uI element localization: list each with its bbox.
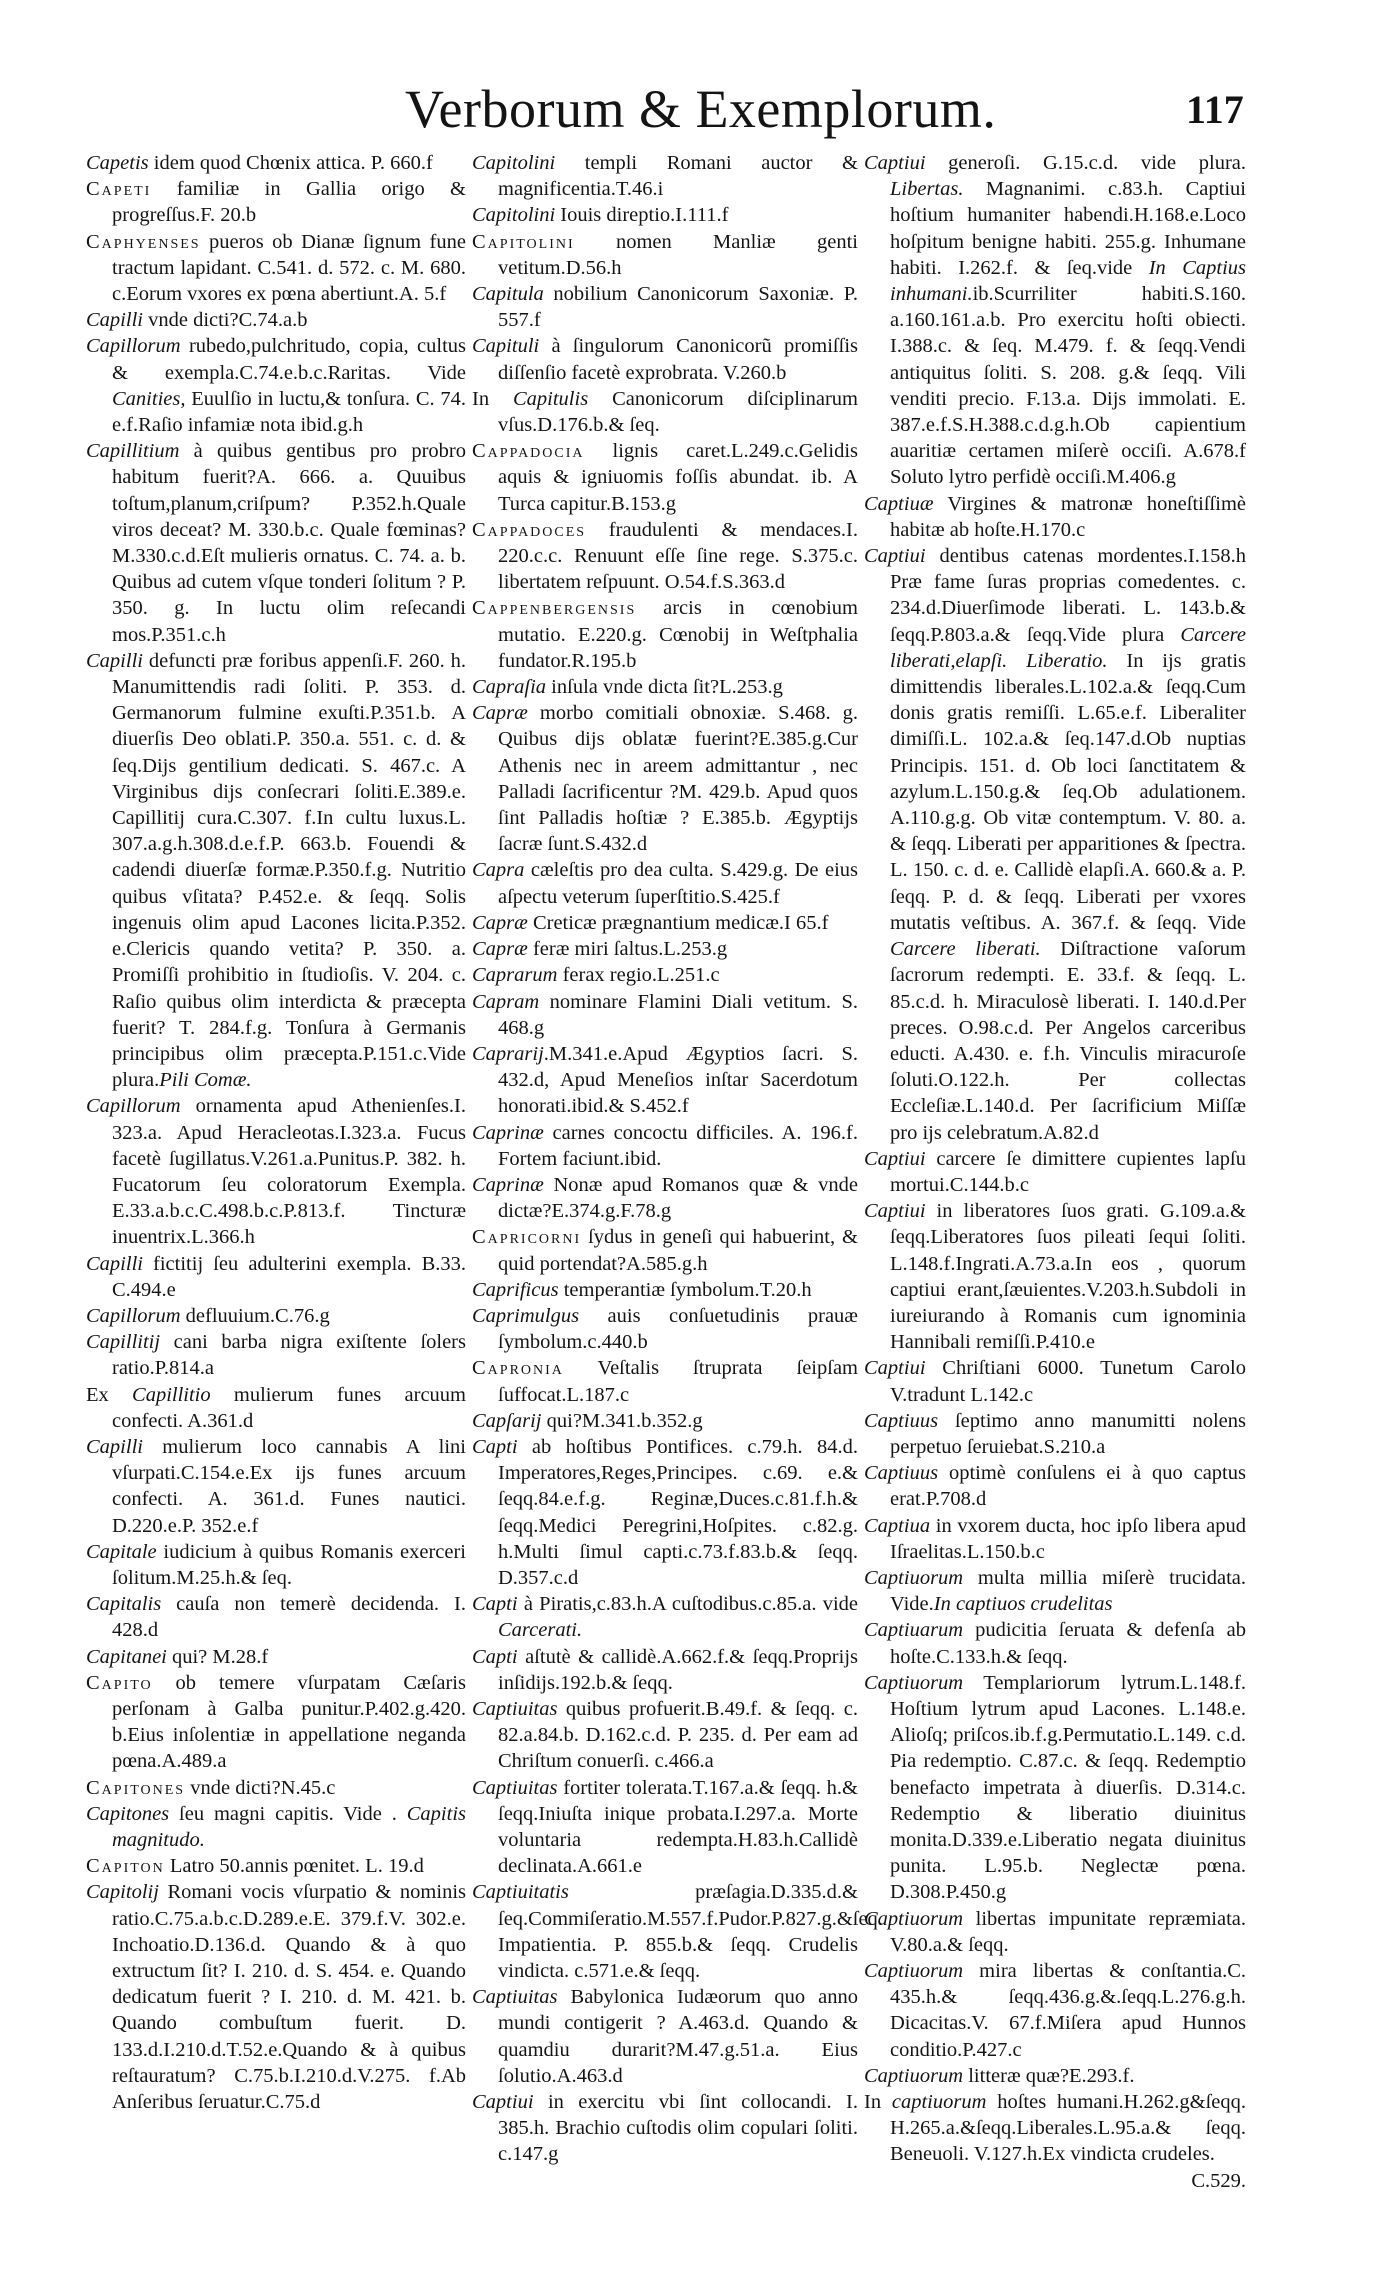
entry-text: multa millia miſerè trucidata. Vide. <box>890 1566 1246 1616</box>
entry-headword: Captiuorum <box>864 1960 964 1983</box>
entry-text: cani barba nigra exiſtente ſolers ratio.P.814.a <box>112 1331 466 1380</box>
entry-text: Romani vocis vſurpatio & nominis ratio.C.75.a.b.c.D.289.e.E. 379.f.V. 302.e. Inchoatio.D.136.d. Quando & à quo extructum ſit? I. 210. d. S. 454. e. Quando dedicatum fuerit ? I. 210. d. M. 421. b. Quando combuſtum fuerit. D. 133.d.I.210.d.T.52.e.Quando & à quibus reſtauratum? C.75.b.I.210.d.V.275. f.Ab Anſeribus ſeruatur.C.75.d <box>112 1881 466 2114</box>
index-entry <box>864 1617 1246 1669</box>
entry-headword: Capronia <box>472 1357 564 1380</box>
entry-headword: Cappadocia <box>472 440 585 463</box>
index-entry <box>864 543 1246 1146</box>
entry-text: Veſtalis ſtruprata ſeipſam ſuffocat.L.187.c <box>498 1357 858 1406</box>
entry-text: litteræ quæ?E.293.f. <box>963 2064 1135 2087</box>
index-entry <box>864 1670 1246 1906</box>
index-entry <box>86 648 466 1093</box>
index-entry <box>864 2063 1246 2089</box>
index-entry <box>472 229 858 281</box>
entry-text: fraudulenti & mendaces.I. 220.c.c. Renuunt eſſe ſine rege. S.375.c. libertatem reſpuunt. O.54.f.S.363.d <box>498 518 858 594</box>
index-entry <box>472 1591 858 1643</box>
entry-text: defluuium.C.76.g <box>180 1304 330 1327</box>
entry-text: hoſtes humani.H.262.g&ſeqq. H.265.a.&ſeqq.Liberales.L.95.a.& ſeqq. Beneuoli. V.127.h.Ex vindicta crudeles. <box>890 2091 1246 2166</box>
index-entry <box>472 202 858 228</box>
entry-text: vnde dicti?C.74.a.b <box>142 309 308 332</box>
entry-text: pudicitia ſeruata & defenſa ab hoſte.C.133.h.& ſeqq. <box>890 1619 1246 1668</box>
entry-text: Templariorum lytrum.L.148.f. Hoſtium lytrum apud Lacones. L.148.e. Alioſq; priſcos.ib.f.g.Permutatio.L.149. c.d. Pia redemptio. C.87.c. & ſeqq. Redemptio benefacto impetrata à diuerſis. D.314.c. Redemptio & liberatio diuinitus monita.D.339.e.Liberatio negata diuinitus punita. L.95.b. Neglectæ pœna. D.308.P.450.g <box>890 1671 1246 1904</box>
entry-text: In <box>472 387 513 410</box>
entry-text: à ſingulorum Canonicorũ promiſſis diſſenſio facetè exprobrata. V.260.b <box>498 335 858 384</box>
entry-text: arcis in cœnobium mutatio. E.220.g. Cœnobij in Weſtphalia fundator.R.195.b <box>498 597 858 672</box>
entry-headword: Captiuitas <box>472 1776 558 1799</box>
entry-text: fictitij ſeu adulterini exempla. B.33. C.494.e <box>112 1252 466 1301</box>
index-entry <box>86 1303 466 1329</box>
index-entry <box>86 1801 466 1853</box>
entry-text: in vxorem ducta, hoc ipſo libera apud Iſraelitas.L.150.b.c <box>890 1514 1246 1563</box>
entry-text: lignis caret.L.249.c.Gelidis aquis & igniuomis foſſis abundat. ib. A Turca capitur.B.153.g <box>498 440 858 515</box>
index-entry <box>472 1696 858 1775</box>
entry-headword: Capillorum <box>86 1304 181 1327</box>
index-entry <box>86 307 466 333</box>
entry-headword: Capitanei <box>86 1645 167 1668</box>
entry-headword: Captiuus <box>864 1462 939 1485</box>
entry-text: à quibus gentibus pro probro habitum fuerit?A. 666. a. Quuibus toſtum,planum,criſpum? P.352.h.Quale viros deceat? M. 330.b.c. Quale fœminas? M.330.c.d.Eſt mulieris ornatus. C. 74. a. b. Quibus ad cutem vſque tonderi ſolitum ? P. 350. g. In luctu olim reſecandi mos.P.351.c.h <box>112 440 466 646</box>
index-entry <box>472 1303 858 1355</box>
index-entry <box>472 936 858 962</box>
entry-headword: Capti <box>472 1435 518 1458</box>
index-entry <box>472 281 858 333</box>
entry-headword: Capitolini <box>472 204 556 227</box>
entry-headword: Capti <box>472 1645 518 1668</box>
entry-headword: Capræ <box>472 702 528 725</box>
index-column-middle <box>472 150 883 2168</box>
entry-headword: Captiua <box>864 1514 931 1537</box>
entry-headword: Captiuorum <box>864 1671 964 1694</box>
entry-text: in exercitu vbi ſint collocandi. I. 385.h. Brachio cuſtodis olim copulari ſoliti. c.147.g <box>498 2091 858 2166</box>
entry-text: qui? M.28.f <box>166 1645 269 1668</box>
entry-headword: Capraſia <box>472 676 547 699</box>
entry-text: dentibus catenas mordentes.I.158.h Præ fame ſuras proprias comedentes. c. 234.d.Diuerſimode liberati. L. 143.b.& ſeqq.P.803.a.& ſeqq.Vide plura <box>890 545 1246 646</box>
index-entry <box>472 517 858 596</box>
entry-headword: Capiton <box>86 1855 165 1878</box>
page-title: Verborum & Exemplorum. <box>405 79 997 139</box>
entry-text: à Piratis,c.83.h.A cuſtodibus.c.85.a. vide <box>517 1593 858 1616</box>
entry-headword: Capricorni <box>472 1226 582 1249</box>
index-entry <box>472 1041 858 1120</box>
index-entry <box>86 229 466 308</box>
entry-text: carnes concoctu difficiles. A. 196.f. Fortem faciunt.ibid. <box>498 1121 858 1170</box>
entry-text: Diſtractione vaſorum ſacrorum redempti. E. 33.f. & ſeqq. L. 85.c.d. h. Miraculosè liberati. I. 140.d.Per preces. O.98.c.d. Per Angelos carceribus educti. A.430. e. f.h. Vinculis miracuroſe ſoluti.O.122.h. Per collectas Eccleſiæ.L.140.d. Per ſacrificium Miſſæ pro ijs celebratum.A.82.d <box>890 938 1246 1144</box>
index-entry <box>864 1958 1246 2063</box>
entry-text: Euulſio in luctu,& tonſura. C. 74. e.f.Raſio infamiæ nota ibid.g.h <box>112 387 466 437</box>
entry-text: Latro 50.annis pœnitet. L. 19.d <box>164 1855 424 1878</box>
entry-headword: Carcere liberati. <box>890 938 1041 961</box>
entry-headword: Capillitium <box>86 440 180 463</box>
entry-headword: Captiui <box>472 2091 534 2114</box>
index-entry <box>86 1879 466 2115</box>
entry-headword: Capræ <box>472 938 528 961</box>
index-entry <box>472 962 858 988</box>
index-entry <box>864 1408 1246 1460</box>
entry-headword: Captiuitas <box>472 1986 558 2009</box>
entry-headword: Libertas. <box>890 178 964 201</box>
entry-headword: Pili Comæ. <box>159 1069 252 1092</box>
entry-text: Magnanimi. c.83.h. Captiui hoſtium humaniter habendi.H.168.e.Loco hoſpitum benigne habiti. 255.g. Inhumane habiti. I.262.f. & ſeq.vide <box>890 178 1246 279</box>
entry-headword: Capſarij <box>472 1409 542 1432</box>
index-entry <box>86 1670 466 1775</box>
entry-headword: Capeti <box>86 178 152 201</box>
entry-headword: Capitones <box>86 1776 186 1799</box>
entry-text: morbo comitiali obnoxiæ. S.468. g. Quibus dijs oblatæ fuerint?E.385.g.Cur Athenis nec in areem admittantur , nec Palladi ſacrificentur ?M. 429.b. Apud quos ſint Palladis hoſtiæ ? E.385.b. Ægyptijs ſacræ ſunt.S.432.d <box>498 702 858 856</box>
entry-headword: Capitulis <box>512 387 589 410</box>
entry-text: generoſi. G.15.c.d. vide plura. <box>925 152 1246 174</box>
index-entry <box>864 1460 1246 1512</box>
index-entry <box>472 333 858 385</box>
entry-headword: Captiuus <box>864 1409 939 1432</box>
entry-text: templi Romani auctor & magnificentia.T.46.i <box>498 152 858 201</box>
entry-headword: Capito <box>86 1671 153 1694</box>
entry-text: nominare Flamini Diali vetitum. S. 468.g <box>498 990 858 1039</box>
entry-headword: In Captius inhumani. <box>890 256 1246 306</box>
index-entry <box>472 1775 858 1880</box>
entry-headword: Capillitij <box>86 1331 161 1354</box>
index-entry <box>86 1329 466 1381</box>
index-entry <box>472 438 858 517</box>
entry-text: cæleſtis pro dea culta. S.429.g. De eius aſpectu veterum ſuperſtitio.S.425.f <box>498 859 858 908</box>
entry-headword: Capram <box>472 990 540 1013</box>
entry-text: pueros ob Dianæ ſignum fune tractum lapidant. C.541. d. 572. c. M. 680. c.Eorum vxores ex pœna abertiunt.A. 5.f <box>112 230 466 306</box>
entry-text: Ex <box>86 1383 133 1406</box>
index-entry <box>86 150 466 176</box>
entry-text: idem quod Chœnix attica. P. 660.f <box>148 152 433 174</box>
entry-headword: Capilli <box>86 649 143 672</box>
entry-headword: Carcerati. <box>498 1619 583 1642</box>
entry-text: Virgines & matronæ honeſtiſſimè habitæ ab hoſte.H.170.c <box>890 492 1246 541</box>
index-entry <box>86 1591 466 1643</box>
entry-text: mulierum loco cannabis A lini vſurpati.C.154.e.Ex ijs funes arcuum confecti. A. 361.d. Funes nautici. D.220.e.P. 352.e.f <box>112 1435 466 1537</box>
entry-text: vnde dicti?N.45.c <box>185 1776 336 1799</box>
entry-headword: Capitis magnitudo. <box>112 1802 466 1851</box>
entry-text: carcere ſe dimittere cupientes lapſu mortui.C.144.b.c <box>890 1147 1246 1196</box>
entry-headword: Captiui <box>864 1357 926 1380</box>
index-entry <box>472 1277 858 1303</box>
entry-text: ob temere vſurpatam Cæſaris perſonam à Galba punitur.P.402.g.420. b.Eius inſolentiæ in appellatione neganda pœna.A.489.a <box>112 1671 466 1773</box>
entry-text: Canonicorum diſciplinarum vſus.D.176.b.& ſeq. <box>498 387 859 437</box>
index-entry <box>864 150 1246 491</box>
index-entry <box>472 989 858 1041</box>
index-entry <box>86 1539 466 1591</box>
entry-headword: Capilli <box>86 1252 143 1275</box>
entry-text: aſtutè & callidè.A.662.f.& ſeqq.Proprijs inſidijs.192.b.& ſeqq. <box>498 1645 858 1694</box>
entry-text: nomen Manliæ genti vetitum.D.56.h <box>498 230 858 279</box>
entry-headword: Captiui <box>864 545 926 568</box>
entry-headword: Cappenbergensis <box>472 597 637 620</box>
index-entry <box>86 438 466 648</box>
index-column-right <box>864 150 1246 2194</box>
entry-headword: Capitale <box>86 1540 157 1563</box>
index-column-left <box>86 150 466 2115</box>
entry-text: ſeptimo anno manumitti nolens perpetuo ſeruiebat.S.210.a <box>890 1409 1246 1458</box>
entry-text: mira libertas & conſtantia.C. 435.h.& ſeqq.436.g.&.ſeqq.L.276.g.h. Dicacitas.V. 67.f.Miſera apud Hunnos conditio.P.427.c <box>890 1960 1246 2061</box>
entry-text: rubedo,pulchritudo, copia, cultus & exempla.C.74.e.b.c.Raritas. Vide <box>112 335 466 384</box>
entry-headword: Capitalis <box>86 1593 162 1616</box>
entry-text: auis conſuetudinis prauæ ſymbolum.c.440.b <box>498 1304 858 1354</box>
entry-text: Iouis direptio.I.111.f <box>555 204 729 227</box>
entry-text: familiæ in Gallia origo & progreſſus.F. 20.b <box>112 178 466 227</box>
index-entry <box>472 1224 858 1276</box>
entry-text: libertas impunitate repræmiata. V.80.a.& ſeqq. <box>890 1907 1246 1956</box>
entry-headword: Caprinæ <box>472 1121 544 1144</box>
entry-headword: Captiui <box>864 1200 926 1223</box>
index-entry <box>472 1355 858 1407</box>
entry-headword: Caprificus <box>472 1278 559 1301</box>
entry-text: ab hoſtibus Pontifices. c.79.h. 84.d. Imperatores,Reges,Principes. c.69. e.& ſeqq.84.e.f.g. Reginæ,Duces.c.81.f.h.& ſeqq.Medici Peregrini,Hoſpites. c.82.g. h.Multi ſimul capti.c.73.f.83.b.& ſeqq. D.357.c.d <box>498 1435 858 1589</box>
entry-headword: In captiuos crudelitas <box>933 1593 1113 1616</box>
catchword: C.529. <box>1191 2169 1246 2192</box>
index-entry <box>86 1251 466 1303</box>
entry-headword: Captiuitas <box>472 1697 558 1720</box>
index-entry <box>86 1775 466 1801</box>
entry-text: inſula vnde dicta ſit?L.253.g <box>546 676 783 699</box>
entry-text: In <box>864 2091 892 2114</box>
index-entry <box>86 333 466 438</box>
index-entry <box>864 2089 1246 2194</box>
index-entry <box>864 1565 1246 1617</box>
index-entry <box>864 1513 1246 1565</box>
index-entry <box>472 1434 858 1591</box>
entry-headword: Captiuæ <box>864 492 934 515</box>
entry-text: Creticæ prægnantium medicæ.I 65.f <box>527 911 829 934</box>
entry-headword: Capilli <box>86 1435 143 1458</box>
entry-headword: Capilli <box>86 309 143 332</box>
index-entry <box>86 1644 466 1670</box>
entry-headword: Capitolini <box>472 230 575 253</box>
entry-text: ſydus in geneſi qui habuerint, & quid portendat?A.585.g.h <box>498 1226 858 1275</box>
entry-headword: Caphyenses <box>86 230 201 253</box>
index-entry <box>864 1355 1246 1407</box>
entry-headword: Caprarum <box>472 964 558 987</box>
index-entry <box>864 491 1246 543</box>
index-entry <box>472 1879 883 1984</box>
index-entry <box>472 700 858 857</box>
index-entry <box>86 1434 466 1539</box>
index-entry <box>472 674 858 700</box>
index-entry <box>864 1906 1246 1958</box>
index-entry <box>86 1382 466 1434</box>
entry-text: fortiter tolerata.T.167.a.& ſeqq. h.& ſeqq.Iniuſta inique probata.I.297.a. Morte voluntaria redempta.H.83.h.Callidè declinata.A.661.e <box>498 1776 858 1878</box>
entry-headword: Capti <box>472 1593 518 1616</box>
entry-headword: Capitula <box>472 283 544 306</box>
entry-text: ſeu magni capitis. Vide . <box>169 1802 407 1825</box>
entry-headword: Captiuorum <box>864 1907 964 1930</box>
entry-headword: Caprimulgus <box>472 1304 580 1327</box>
entry-headword: Capillorum <box>86 335 181 358</box>
entry-headword: Capituli <box>472 335 540 358</box>
index-entry <box>472 1120 858 1172</box>
index-entry <box>472 1172 858 1224</box>
index-entry <box>472 386 858 438</box>
entry-headword: Captiui <box>864 1147 926 1170</box>
entry-text: Nonæ apud Romanos quæ & vnde dictæ?E.374.g.F.78.g <box>498 1173 858 1223</box>
index-entry <box>472 857 858 909</box>
entry-text: defuncti præ foribus appenſi.F. 260. h. Manumittendis radi ſoliti. P. 353. d. Germanorum fulmine exuſti.P.351.b. A diuerſis Deo oblati.P. 350.a. 551. c. d. & ſeq.Dijs gentilium dedicati. S. 467.c. A Virginibus dijs conſecrari ſoliti.E.389.e. Capillitij cura.C.307. f.In cultu luxus.L. 307.a.g.h.308.d.e.f.P. 663.b. Fouendi & cadendi diuerſæ formæ.P.350.f.g. Nutritio quibus vſitata? P.452.e. & ſeqq. Solis ingenuis olim apud Lacones licita.P.352. e.Clericis quando vetita? P. 350. a. Promiſſi prohibitio in ſtudioſis. V. 204. c. Raſio quibus olim interdicta & præcepta fuerit? T. 284.f.g. Tonſura à Germanis principibus olim præcepta.P.151.c.Vide plura. <box>112 649 466 1092</box>
index-entry <box>472 2089 858 2168</box>
entry-text: In ijs gratis dimittendis liberales.L.102.a.& ſeqq.Cum donis gratis remiſſi. L.65.e.f. Liberaliter dimiſſi.L. 102.a.& ſeq.147.d.Ob nuptias Principis. 151. d. Ob loci ſanctitatem & azylum.L.150.g.& ſeq.Ob adulationem. A.110.g.g. Ob vitæ contemptum. V. 80. a. & ſeqq. Liberati per apparitiones & ſpectra. L. 150. c. d. e. Callidè elapſi.A. 660.& a. P. ſeqq. P. d. & ſeqq. Liberati per vxores mutatis veſtibus. A. 367.f. & ſeqq. Vide <box>890 649 1247 934</box>
entry-headword: Captiuorum <box>864 2064 964 2087</box>
entry-headword: Capetis <box>86 152 149 174</box>
page-number: 117 <box>1186 87 1244 132</box>
entry-text: nobilium Canonicorum Saxoniæ. P. 557.f <box>498 283 858 332</box>
entry-headword: Capitolini <box>472 152 556 174</box>
entry-text: . <box>543 1042 549 1065</box>
index-entry <box>472 1408 858 1434</box>
entry-text: Chriſtiani 6000. Tunetum Carolo V.tradunt L.142.c <box>890 1357 1246 1406</box>
index-entry <box>86 1853 466 1879</box>
entry-text: feræ miri ſaltus.L.253.g <box>527 938 728 961</box>
entry-text: ornamenta apud Athenienſes.I. 323.a. Apud Heracleotas.I.323.a. Fucus facetè ſugillatus.V.261.a.Punitus.P. 382. h. Fucatorum ſeu coloratorum Exempla. E.33.a.b.c.C.498.b.c.P.813.f. Tincturæ inuentrix.L.366.h <box>112 1095 466 1249</box>
entry-headword: Canities, <box>112 387 186 410</box>
entry-headword: Capra <box>472 859 525 882</box>
index-entry <box>472 1984 858 2089</box>
entry-text: optimè conſulens ei à quo captus erat.P.708.d <box>890 1462 1246 1511</box>
index-entry <box>472 595 858 674</box>
index-entry <box>472 150 858 202</box>
entry-headword: Cappadoces <box>472 518 587 541</box>
entry-text: ib.Scurriliter habiti.S.160. a.160.161.a.b. Pro exercitu hoſti obiecti. I.388.c. & ſeq. M.479. f. & ſeqq.Vendi antiquitus ſoliti. S. 208. g.& ſeqq. Vili venditi precio. F.13.a. Dijs immolati. E. 387.e.f.S.H.388.c.d.g.h.Ob capientium auaritiæ certamen miſerè occiſi. A.678.f Soluto lytro perfidè occiſi.M.406.g <box>890 283 1246 489</box>
entry-headword: Caprinæ <box>472 1173 544 1196</box>
entry-headword: Captiuorum <box>864 1566 964 1589</box>
entry-text: iudicium à quibus Romanis exerceri ſolitum.M.25.h.& ſeq. <box>112 1540 466 1589</box>
entry-headword: Capræ <box>472 911 528 934</box>
entry-headword: Capillitio <box>132 1383 211 1406</box>
entry-text: Babylonica Iudæorum quo anno mundi contigerit ? A.463.d. Quando & quamdiu durarit?M.47.g.51.a. Eius ſolutio.A.463.d <box>498 1986 858 2087</box>
entry-headword: Capitolij <box>86 1881 159 1904</box>
entry-headword: captiuorum <box>891 2091 987 2114</box>
entry-text: M.341.e.Apud Ægyptios ſacri. S. 432.d, Apud Meneſios inſtar Sacerdotum honorati.ibid.& S.452.f <box>498 1042 858 1118</box>
index-entry <box>864 1198 1246 1355</box>
running-head <box>0 78 1399 148</box>
entry-headword: Caprarij <box>472 1042 544 1065</box>
entry-text: cauſa non temerè decidenda. I. 428.d <box>112 1593 466 1642</box>
index-entry <box>472 1644 858 1696</box>
index-entry <box>86 176 466 228</box>
entry-headword: Capillorum <box>86 1095 181 1118</box>
entry-text: ferax regio.L.251.c <box>557 964 720 987</box>
entry-headword: Captiuarum <box>864 1619 964 1642</box>
entry-text: quibus profuerit.B.49.f. & ſeqq. c. 82.a.84.b. D.162.c.d. P. 235. d. Per eam ad Chriſtum conuerſi. c.466.a <box>498 1697 858 1773</box>
entry-headword: Capitones <box>86 1802 170 1825</box>
entry-text: temperantiæ ſymbolum.T.20.h <box>558 1278 812 1301</box>
entry-text: qui?M.341.b.352.g <box>541 1409 703 1432</box>
entry-headword: Captiuitatis <box>472 1881 569 1904</box>
index-entry <box>864 1146 1246 1198</box>
entry-text: mulierum funes arcuum confecti. A.361.d <box>112 1383 466 1432</box>
entry-headword: Captiui <box>864 152 926 174</box>
entry-text: in liberatores ſuos grati. G.109.a.& ſeqq.Liberatores ſuos pileati ſequi ſoliti. L.148.f.Ingrati.A.73.a.In eos , quorum captiui erant,ſæuientes.V.203.h.Subdoli in iureiurando à Romanis cum ignominia Hannibali remiſſi.P.410.e <box>890 1200 1246 1354</box>
index-entry <box>86 1093 466 1250</box>
index-entry <box>472 910 858 936</box>
entry-text: præſagia.D.335.d.& ſeq.Commiſeratio.M.557.f.Pudor.P.827.g.&ſeq. Impatientia. P. 855.b.& ſeqq. Crudelis vindicta. c.571.e.& ſeqq. <box>498 1881 883 1983</box>
entry-headword: Carcere liberati,elapſi. Liberatio. <box>890 623 1246 672</box>
